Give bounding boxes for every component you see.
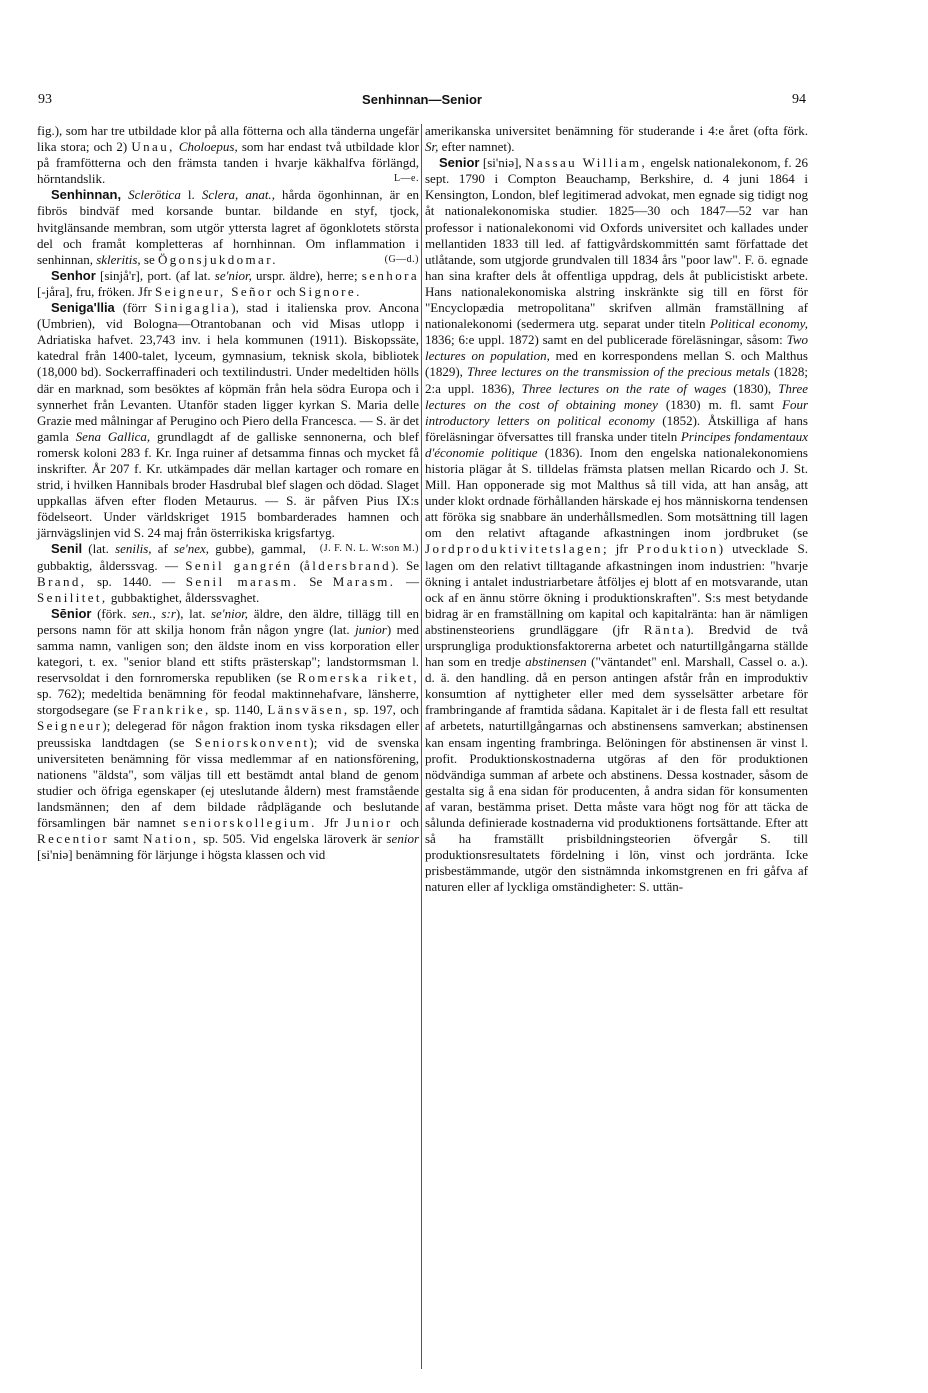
text-run: Three lectures on the cost of obtaining money [425, 380, 808, 412]
text-run: ), stad i italienska prov. Ancona (Umbrien), vid Bologna—Otrantobanan och vid Misas utlopp i Adriatiska hafvet. 23,743 inv. i hela kommunen (1911). Biskopssäte, katedral från 1400-talet, lyceum, gymnasium, teknisk skola, bibliotek (18,000 bd). Sockerraffinaderi och textilindustri. Under medeltiden hölls där en marknad, som besöktes af köpmän från hela södra Europa och i synnerhet från Levanten. Utanför staden ligger kyrkan S. Maria delle Grazie med målningar af Perugino och Piero della Francesca. — S. är det gamla [37, 300, 419, 444]
text-run: se'nior, [210, 605, 249, 621]
text-run: sen., s:r [131, 605, 176, 621]
text-run: Ränta [643, 621, 687, 637]
headword: Senhinnan, [51, 187, 122, 203]
text-run: med en korrespondens mellan S. och Malthus (1829), [425, 348, 808, 380]
text-run: Romerska riket, [297, 670, 419, 686]
text-run: fig.), som har tre utbildade klor på alla fötterna och alla tänderna ungefär lika stora; och 2) [37, 123, 419, 155]
text-run: Seniorskonvent [194, 734, 310, 750]
text-run: senior [386, 831, 419, 847]
author-signature: (J. F. N. L. W:son M.) [319, 543, 419, 555]
text-run: (1852). Åtskilliga af hans föreläsningar öfversattes till franska under titeln [425, 412, 808, 444]
text-run: Signore. [298, 283, 362, 299]
text-run: och [392, 815, 419, 831]
text-run: samt [109, 831, 144, 847]
text-run: ); delegerad för någon fraktion inom tyska riksdagen eller preussiska landtdagen (se [37, 718, 419, 750]
text-run: amerikanska universitet benämning för studerande i 4:e året (ofta förk. [425, 123, 808, 138]
text-run: Sclerötica [128, 187, 181, 203]
headword: Sēnior [51, 605, 92, 621]
text-run: 1836; 6:e uppl. 1872) samt en del publicerade föreläsningar, såsom: [425, 332, 787, 348]
text-run: Two lectures on population, [425, 332, 808, 364]
text-run: Principes fondamentaux d'économie politique [425, 428, 808, 460]
text-run: sp. 197, och [349, 702, 419, 718]
text-run: ), lat. [175, 605, 211, 621]
page-header [38, 92, 806, 110]
headword: Senior [439, 155, 480, 171]
text-run: sp. 1440. — [86, 573, 186, 589]
text-run: ); vid de svenska universiteten benämning för vissa medlemmar af en nationsförening, nationens "äldsta", som väljas till ett bestämdt antal bland de genom studier och öfriga egenskaper (ej uteslutande åldern) mest framstående landsmännen; den af dem bildade rådplägande och beslutande församlingen bär namnet [37, 734, 419, 831]
text-run: (förk. [91, 605, 132, 621]
text-run: gubbe), gammal, gubbaktig, ålderssvag. — [37, 541, 306, 573]
headword: Senhor [51, 267, 96, 283]
text-run: engelsk nationalekonom, f. 26 sept. 1790 i Compton Beauchamp, Berkshire, d. 4 juni 1864 i Kensington, London, blef legitimerad advokat, men egnade sig tidigt nog åt nationalekonomiska studier. 1825—30 och 1847—52 var han professor i nationalekonomi vid Oxfords universitet och kallades under mellantiden 1833 till led. af fattigvårdskommittén samt författade det utlåtande, som utgjorde grundvalen till 1834 års "poor law". F. ö. egnade han sina krafter dels åt offentliga uppdrag, dels åt publicistiskt arbete. Hans nationalekonomiska alstring inskränkte sig till en först för "Encyclopædia metropolitana" skrifven allmän framställning af nationalekonomi (sedermera utg. separat under titeln [425, 155, 808, 332]
text-run: gubbaktighet, ålderssvaghet. [107, 589, 260, 605]
text-run: sp. 505. Vid engelska läroverk är [198, 831, 387, 847]
text-run: [si'niə] benämning för lärjunge i högsta klassen och vid [37, 847, 326, 863]
text-run: senilis, [115, 541, 152, 557]
text-run: l. [180, 187, 202, 203]
text-run: åldersbrand [304, 557, 392, 573]
text-run: äldre, den äldre, tillägg till en persons namn för att skilja honom från någon yngre (lat. [37, 605, 419, 637]
text-run: se [140, 251, 158, 267]
text-run: af [151, 541, 175, 557]
page-number-left: 93 [38, 92, 52, 107]
text-run: Jordproduktivitetslagen [425, 541, 603, 557]
text-run: ) utvecklade S. lagen om den relativt tilltagande afkastningen inom industrien: "hvarje ökning i antalet industriarbetare åtföljes ej blott af en motsvarande, utan ock af en ännu större ökning i produktionskraften". S:s mest betydande bidrag är en framställning om kapital och kapitalränta: han är nämligen abstinensteoriens grundläggare (jfr [425, 541, 808, 637]
text-run: Senilitet, [37, 589, 108, 605]
entry-continuation [37, 123, 419, 187]
text-run: se'nior, [214, 267, 252, 283]
entry-continuation [425, 123, 808, 155]
text-run: urspr. äldre), herre; [251, 267, 362, 283]
text-run: (1828; 2:a uppl. 1836), [425, 364, 808, 396]
text-run: abstinensen [525, 654, 587, 670]
text-run: junior [355, 621, 387, 637]
text-run: ("väntandet" enl. Marshall, Cassel o. a.). d. ä. den handling. då en person antingen afstår från en improduktiv konsumtion af nyttigheter eller med dem sysselsätter arbetare för frambringande af framtida sådana. Kapitalet är i de flesta fall ett resultat af arbetets, naturtillgångarnas och abstinensens samverkan; abstinensen kan ensam ingenting frambringa. Belöningen för abstinensen är vinst l. profit. Produktionskostnaderna utgöras af den för produktionen nödvändiga summan af arbete och abstinens. Dessa kostnader, såsom de gestalta sig å ena sidan för producenten, å andra sidan för konsumenten af varan, bestämma priset. Detta måste vara högt nog för att täcka de sålunda definierade kostnaderna vid produktionens fortsättande. Efter att så ha framställt prisbildningsteorien öfvergår S. till produktionsresultatets fördelning i lön, vinst och jordränta. Icke prisbestämmande, utgör den sistnämnda inkomstgrenen en fri gåfva af naturen eller af lyckliga omständigheter: S. uttän- [425, 654, 808, 895]
entry-senior [37, 606, 419, 864]
text-run: skleritis, [96, 251, 141, 267]
entry-senhor [37, 268, 419, 300]
text-run: Sena Gallica, [75, 428, 151, 444]
text-run: — [395, 573, 420, 589]
entry-senior-nassau-william [425, 155, 808, 895]
text-run: Seigneur, Señor [155, 283, 274, 299]
text-run: senhora [361, 267, 419, 283]
text-run: [si'niə], [479, 155, 526, 171]
text-run: Three lectures on the transmission of the precious metals [467, 364, 770, 380]
text-run: Senil marasm. [185, 573, 299, 589]
text-run: seniorskollegium. [183, 815, 317, 831]
text-run: Four introductory letters on political economy [425, 396, 808, 428]
text-run: (1830), [726, 380, 779, 396]
text-run: ). Se [391, 557, 419, 573]
text-run: grundlagdt af de galliske sennonerna, och blef romersk koloni 283 f. Kr. Inga ruiner af detsamma finnas och mycket få inskrifter. År 207 f. Kr. utkämpades där mellan kartager och romare en strid, i hvilken Hannibals broder Hasdrubal blef slagen och dödad. Slaget uppkallas äfven efter floden Metaurus. — S. är påfven Pius IX:s födelseort. Under världskriget 1915 bombarderades hamnen och järnvägslinjen vid S. 24 maj från österrikiska krigsfartyg. [37, 428, 419, 541]
text-run: Senil gangrén [185, 557, 293, 573]
author-signature: (G—d.) [384, 253, 419, 265]
text-run: som har endast två utbildade klor på framfötterna och den främsta tanden i hvarje käkhalfva förlängd, hörntandslik. [37, 139, 419, 187]
text-run: Marasm. [332, 573, 396, 589]
text-run: Unau, [131, 139, 175, 155]
text-run: Brand, [37, 573, 87, 589]
text-run: Jfr [316, 815, 346, 831]
text-run: Nassau William, [525, 155, 648, 171]
text-run: Seigneur [37, 718, 103, 734]
column-divider [421, 124, 422, 1369]
text-run: Länsväsen, [267, 702, 350, 718]
text-run: Se [298, 573, 333, 589]
text-run: och [273, 283, 299, 299]
text-run: Ögonsjukdomar. [157, 251, 278, 267]
text-run: Junior [345, 815, 393, 831]
text-run: sp. 1140, [210, 702, 268, 718]
text-run: ). Bredvid de två ursprungliga produktionsfaktorerna arbetet och naturtillgångarna ställde han som en tredje [425, 621, 808, 670]
text-run: Sr, [425, 139, 439, 155]
headword: Seniga'llia [51, 300, 115, 316]
text-run: , hårda ögonhinnan, är en fibrös bindväf med korsande buntar. bildande en styf, tjock, hvitglänsande membran, som utgör yttersta lagret af ögonklotets största del och framåt kompletteras af hornhinnan. Om inflammation i senhinnan, [37, 187, 420, 267]
text-run: [sinjå'r], port. (af lat. [95, 267, 215, 283]
text-run: efter namnet). [438, 139, 515, 155]
text-run: Choloepus, [178, 139, 238, 155]
text-run: Frankrike, [132, 702, 211, 718]
text-run: (1830) m. fl. samt [657, 396, 782, 412]
text-run: Sinigaglia [154, 300, 232, 316]
entry-senhinnan [37, 187, 419, 267]
text-run: ( [292, 557, 305, 573]
text-run: sp. 762); medeltida benämning för feodal maktinnehafvare, länsherre, storgodsegare (se [37, 686, 419, 718]
left-column [37, 123, 419, 863]
text-run: (förr [114, 300, 155, 316]
text-run: (lat. [82, 541, 116, 557]
text-run: Three lectures on the rate of wages [521, 380, 727, 396]
text-run: Sclera, anat. [201, 187, 272, 203]
author-signature: L—e. [393, 173, 419, 185]
text-run: ) med samma namn, vanligen son; den äldste inom en viss korporation eller kategori, t. ex. "senior bland ett stifts prästerskap"; landstormsman l. reservsoldat i den fornromerska republiken (se [37, 621, 419, 686]
text-run: Nation, [143, 831, 199, 847]
text-run: (1836). Inom den engelska nationalekonomiens historia plägar åt S. tilldelas främsta platsen mellan Ricardo och J. St. Mill. Han opponerade sig mot Malthus så till vida, att han ansåg, att under klokt ordnade förhållanden härskade ej hos människorna tendensen att föröka sig snabbare än underhållsmedlen. Som motsättning till lagen om den relativt aftagande afkastningen inom jordbruket (se [425, 444, 808, 541]
text-run: Political economy, [710, 316, 808, 332]
running-title: Senhinnan—Senior [362, 92, 482, 107]
right-column [425, 123, 808, 896]
text-run: Recentior [37, 831, 110, 847]
text-run: se'nex, [174, 541, 209, 557]
text-run: ; jfr [602, 541, 637, 557]
text-run: [-jåra], fru, fröken. Jfr [37, 283, 156, 299]
text-run: Produktion [636, 541, 719, 557]
headword: Senil [51, 541, 83, 557]
page-number-right: 94 [792, 92, 806, 107]
